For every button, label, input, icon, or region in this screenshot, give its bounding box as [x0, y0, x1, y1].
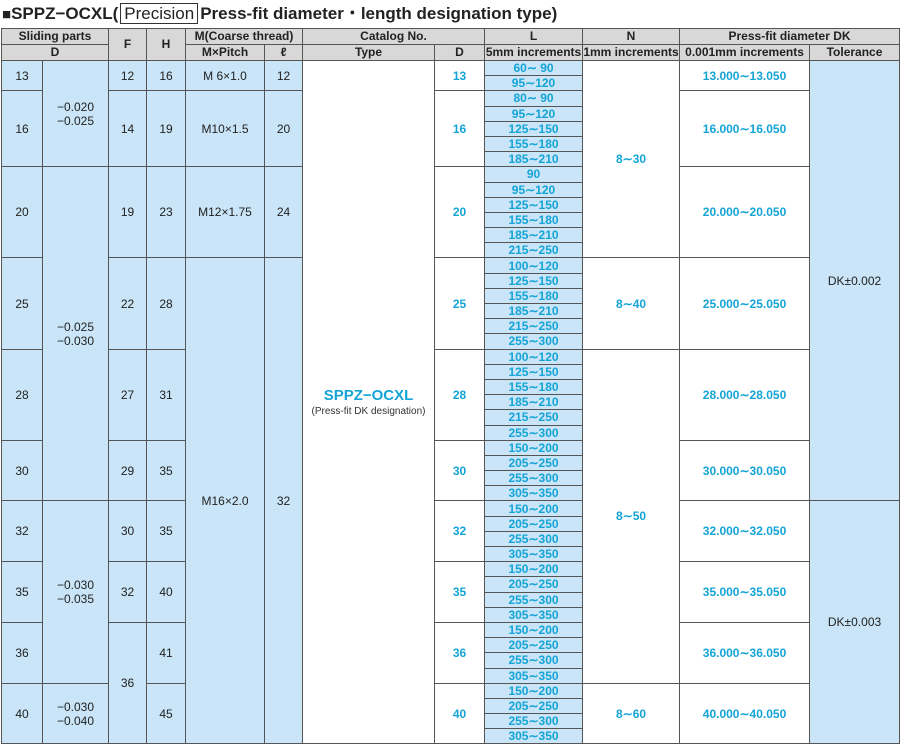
cell-N: 8∼30: [583, 61, 680, 258]
cell-D: 30: [2, 440, 43, 501]
cell-L: 150∼200: [485, 440, 583, 455]
cell-L: 305∼350: [485, 547, 583, 562]
header-L: L: [485, 29, 583, 45]
cell-L: 215∼250: [485, 319, 583, 334]
cell-F: 27: [109, 349, 147, 440]
cell-L: 255∼300: [485, 425, 583, 440]
cell-F: 22: [109, 258, 147, 349]
cell-L: 100∼120: [485, 349, 583, 364]
cell-catalog-D: 25: [435, 258, 485, 349]
cell-DK: 13.000∼13.050: [680, 61, 810, 91]
tol-upper: −0.030: [56, 699, 95, 714]
cell-L: 90: [485, 167, 583, 182]
header-sliding-parts: Sliding parts: [2, 29, 109, 45]
cell-L: 150∼200: [485, 622, 583, 637]
cell-L: 80∼ 90: [485, 91, 583, 106]
cell-D: 32: [2, 501, 43, 562]
cell-H: 23: [147, 167, 186, 258]
cell-F: 12: [109, 61, 147, 91]
cell-L: 125∼150: [485, 364, 583, 379]
cell-catalog-D: 40: [435, 683, 485, 744]
cell-L: 150∼200: [485, 562, 583, 577]
cell-DK: 32.000∼32.050: [680, 501, 810, 562]
cell-dk-tolerance: DK±0.003: [810, 501, 900, 744]
table-body: [2, 61, 900, 744]
cell-catalog-D: 28: [435, 349, 485, 440]
cell-L: 205∼250: [485, 455, 583, 470]
cell-L: 185∼210: [485, 228, 583, 243]
cell-sliding-tolerance: [43, 683, 109, 744]
cell-sliding-tolerance: [43, 167, 109, 501]
cell-ell: 24: [265, 167, 303, 258]
cell-H: 40: [147, 562, 186, 623]
cell-DK: 40.000∼40.050: [680, 683, 810, 744]
cell-m-pitch: M10×1.5: [186, 91, 265, 167]
header-N: N: [583, 29, 680, 45]
cell-L: 150∼200: [485, 501, 583, 516]
cell-H: 28: [147, 258, 186, 349]
cell-L: 305∼350: [485, 486, 583, 501]
cell-H: 19: [147, 91, 186, 167]
cell-L: 185∼210: [485, 395, 583, 410]
cell-catalog-D: 32: [435, 501, 485, 562]
cell-catalog-D: 30: [435, 440, 485, 501]
cell-DK: 20.000∼20.050: [680, 167, 810, 258]
cell-L: 205∼250: [485, 638, 583, 653]
cell-L: 255∼300: [485, 471, 583, 486]
cell-D: 40: [2, 683, 43, 744]
cell-L: 155∼180: [485, 379, 583, 394]
cell-DK: 16.000∼16.050: [680, 91, 810, 167]
cell-H: 45: [147, 683, 186, 744]
cell-D: 35: [2, 562, 43, 623]
cell-L: 215∼250: [485, 243, 583, 258]
cell-L: 125∼150: [485, 121, 583, 136]
cell-D: 20: [2, 167, 43, 258]
tol-lower: −0.035: [56, 592, 95, 607]
catalog-note: (Press-fit DK designation): [311, 406, 426, 418]
cell-sliding-tolerance: [43, 501, 109, 683]
cell-H: 31: [147, 349, 186, 440]
cell-L: 125∼150: [485, 197, 583, 212]
cell-F: 14: [109, 91, 147, 167]
tol-lower: −0.030: [56, 333, 95, 348]
cell-F: 36: [109, 622, 147, 744]
cell-L: 255∼300: [485, 334, 583, 349]
cell-DK: 35.000∼35.050: [680, 562, 810, 623]
cell-catalog-D: 36: [435, 622, 485, 683]
cell-H: 35: [147, 440, 186, 501]
cell-F: 32: [109, 562, 147, 623]
table-row: [2, 622, 900, 637]
tol-lower: −0.025: [56, 113, 95, 128]
cell-L: 95∼120: [485, 182, 583, 197]
cell-L: 150∼200: [485, 683, 583, 698]
cell-catalog-D: 20: [435, 167, 485, 258]
cell-L: 255∼300: [485, 531, 583, 546]
cell-ell: 12: [265, 61, 303, 91]
title-suffix: Press-fit diameter・length designation type): [200, 4, 558, 23]
cell-L: 155∼180: [485, 288, 583, 303]
cell-m-pitch: M16×2.0: [186, 258, 265, 744]
catalog-type: SPPZ−OCXL: [323, 387, 414, 405]
header-L-inc: 5mm increments: [485, 45, 582, 59]
header-F: F: [109, 29, 147, 61]
cell-DK: 36.000∼36.050: [680, 622, 810, 683]
cell-L: 305∼350: [485, 607, 583, 622]
cell-D: 13: [2, 61, 43, 91]
table-row: [2, 349, 900, 364]
table-row: [2, 562, 900, 577]
cell-D: 16: [2, 91, 43, 167]
cell-F: 29: [109, 440, 147, 501]
cell-L: 255∼300: [485, 592, 583, 607]
cell-D: 28: [2, 349, 43, 440]
cell-ell: 32: [265, 258, 303, 744]
cell-DK: 30.000∼30.050: [680, 440, 810, 501]
cell-D: 25: [2, 258, 43, 349]
cell-DK: 28.000∼28.050: [680, 349, 810, 440]
cell-N: 8∼50: [583, 349, 680, 683]
cell-L: 205∼250: [485, 516, 583, 531]
cell-ell: 20: [265, 91, 303, 167]
header-tolerance: Tolerance: [810, 45, 900, 61]
cell-L: 205∼250: [485, 698, 583, 713]
cell-dk-tolerance: DK±0.002: [810, 61, 900, 501]
cell-L: 100∼120: [485, 258, 583, 273]
tol-lower: −0.040: [56, 713, 95, 728]
header-H: H: [147, 29, 186, 61]
cell-L: 255∼300: [485, 714, 583, 729]
header-m-pitch: M×Pitch: [186, 45, 265, 61]
header-pf-inc: 0.001mm increments: [680, 45, 810, 61]
cell-catalog-D: 13: [435, 61, 485, 91]
cell-L: 305∼350: [485, 729, 583, 744]
cell-L: 125∼150: [485, 273, 583, 288]
table-row: [2, 440, 900, 455]
table-row: [2, 167, 900, 182]
cell-sliding-tolerance: [43, 61, 109, 167]
title-square: ■: [2, 6, 12, 23]
cell-F: 30: [109, 501, 147, 562]
tol-upper: −0.020: [56, 99, 95, 114]
title-precision-box: Precision: [120, 3, 198, 24]
cell-L: 155∼180: [485, 136, 583, 151]
tol-upper: −0.025: [56, 319, 95, 334]
header-press-fit: Press-fit diameter DK: [680, 29, 900, 45]
cell-L: 60∼ 90: [485, 61, 583, 76]
table-row: [2, 501, 900, 516]
spec-table: [1, 28, 900, 744]
cell-L: 205∼250: [485, 577, 583, 592]
cell-DK: 25.000∼25.050: [680, 258, 810, 349]
cell-L: 215∼250: [485, 410, 583, 425]
cell-H: 41: [147, 622, 186, 683]
cell-D: 36: [2, 622, 43, 683]
table-row: [2, 258, 900, 273]
cell-L: 95∼120: [485, 106, 583, 121]
header-N-inc: 1mm increments: [583, 45, 679, 59]
header-cat-D: D: [435, 45, 485, 61]
header-D: D: [2, 45, 109, 61]
tol-upper: −0.030: [56, 578, 95, 593]
cell-catalog-type: [303, 61, 435, 744]
cell-L: 255∼300: [485, 653, 583, 668]
cell-catalog-D: 35: [435, 562, 485, 623]
table-row: [2, 91, 900, 106]
table-row: [2, 61, 900, 76]
cell-N: 8∼60: [583, 683, 680, 744]
header-catalog-no: Catalog No.: [303, 29, 485, 45]
cell-H: 35: [147, 501, 186, 562]
header-type: Type: [303, 45, 435, 61]
header-ell: ℓ: [265, 45, 303, 61]
cell-m-pitch: M12×1.75: [186, 167, 265, 258]
header-m-coarse: M(Coarse thread): [186, 29, 303, 45]
page-title: [0, 0, 900, 28]
cell-m-pitch: M 6×1.0: [186, 61, 265, 91]
cell-L: 155∼180: [485, 212, 583, 227]
cell-catalog-D: 16: [435, 91, 485, 167]
title-prefix: SPPZ−OCXL(: [11, 4, 119, 23]
cell-N: 8∼40: [583, 258, 680, 349]
cell-H: 16: [147, 61, 186, 91]
cell-L: 95∼120: [485, 76, 583, 91]
cell-L: 185∼210: [485, 304, 583, 319]
cell-L: 185∼210: [485, 152, 583, 167]
cell-L: 305∼350: [485, 668, 583, 683]
cell-F: 19: [109, 167, 147, 258]
